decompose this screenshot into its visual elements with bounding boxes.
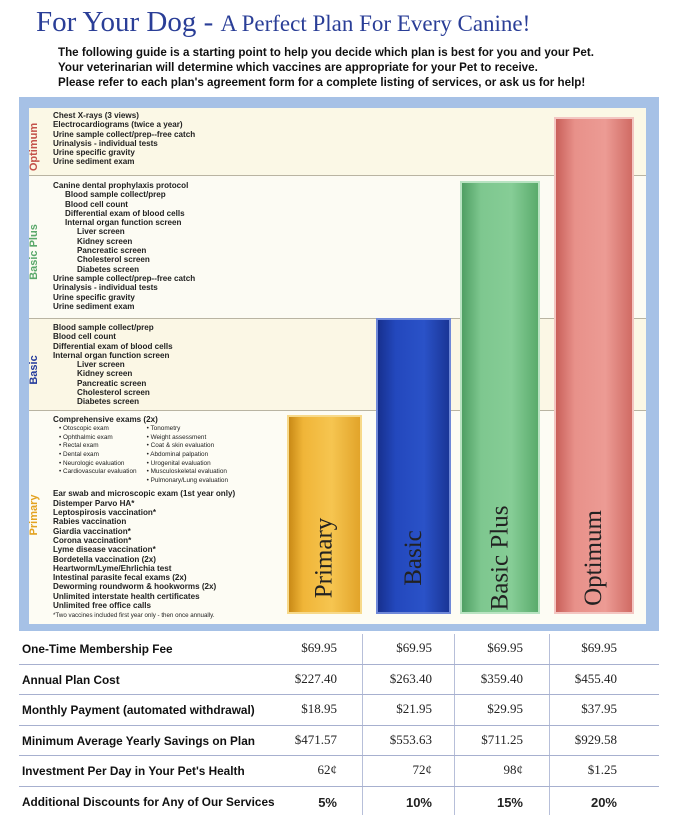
table-row [19,695,659,726]
list-item: Pancreatic screen [77,246,147,256]
list-item: Blood cell count [53,332,116,342]
list-item: Internal organ function screen [65,218,182,228]
row-label: Annual Plan Cost [22,672,120,687]
list-item: • Musculoskeletal evaluation [146,468,227,476]
list-item: Blood sample collect/prep [65,190,166,200]
primary-services [53,415,235,621]
title-main: For Your Dog - [36,6,214,38]
footnote: *Two vaccines included first year only - then once annually. [53,612,215,620]
cell-primary: 5% [318,794,337,810]
cell-primary: $69.95 [301,640,337,655]
cell-optimum: $455.40 [574,670,617,686]
list-item: Heartworm/Lyme/Ehrlichia test [53,563,172,573]
list-item: Cholesterol screen [77,388,150,398]
exam-column-left [59,425,137,485]
list-item: Liver screen [77,227,125,237]
bar-basic [376,318,451,614]
cell-primary: 62¢ [317,762,337,777]
list-item: Urine sample collect/prep--free catch [53,273,196,283]
cell-optimum: 20% [590,794,617,810]
list-item: Urine specific gravity [53,292,135,302]
list-item: Canine dental prophylaxis protocol [53,181,189,190]
optimum-services [53,111,195,167]
intro-line: Your veterinarian will determine which vaccines are appropriate for your Pet to receive. [58,61,538,74]
list-item: Differential exam of blood cells [65,208,185,218]
row-label: Additional Discounts for Any of Our Services [22,794,275,809]
bar-label: Optimum [580,510,607,606]
list-item: Deworming roundworm & hookworms (2x) [53,582,217,592]
list-item: • Neurologic evaluation [59,459,125,467]
table-row [19,726,659,757]
table-row [19,787,659,815]
list-item: • Urogenital evaluation [146,459,211,467]
intro-line: Please refer to each plan's agreement form for a complete listing of services, or ask us for help! [58,76,586,89]
list-item: Urinalysis - individual tests [53,138,158,148]
bar-primary [287,415,362,614]
cell-basic-plus: $69.95 [487,640,523,655]
cell-optimum: $37.95 [581,701,617,716]
list-item: Corona vaccination* [53,535,132,545]
list-item: Urine sediment exam [53,157,135,167]
list-item: • Otoscopic exam [59,425,109,433]
plan-comparison-chart [19,97,659,631]
list-item: Rabies vaccination [53,517,127,527]
cell-basic: $69.95 [396,640,432,655]
list-item: Urine sample collect/prep--free catch [53,129,196,139]
list-item: Lyme disease vaccination* [53,545,156,555]
basic-plus-services [53,181,195,311]
list-item: Giardia vaccination* [53,526,131,536]
list-item: • Pulmonary/Lung evaluation [146,476,229,484]
title-subtitle: A Perfect Plan For Every Canine! [220,11,531,36]
cell-basic-plus: 15% [496,794,523,810]
list-item: • Coat & skin evaluation [146,442,215,450]
bar-label: Basic Plus [486,505,513,611]
row-label: Monthly Payment (automated withdrawal) [22,703,255,717]
cell-basic-plus: $29.95 [487,701,523,716]
cell-basic-plus: $359.40 [480,670,523,686]
bar-label: Primary [310,517,338,599]
primary-section: Primary Comprehensive exams (2x) • Otoscopic exam • Ophthalmic exam • Rectal exam • Dental exam • Neurologic evaluation • Cardiovascular evaluation • Tonometry • Weight assessment • Coat & skin evaluation • Abdominal palpation • Urogenital evaluation • Musculoskeletal evaluation • Pulmonary/Lung evaluation Ear swab and microscopic exam (1st year only) Distemper Parvo HA* Leptospirosis vaccination* Rabies vaccination Giardia vaccination* Corona vaccination* Lyme disease vaccination* Bordetella vaccination (2x) Heartworm/Lyme/Ehrlichia test Intestinal parasite fecal exams (2x) Deworming roundworm & hookworms (2x) Unlimited interstate health certificates Unlimited free office calls *Two vaccines included first year only - then once annually. [29,410,646,624]
exam-column-right [147,425,228,485]
cell-basic: $263.40 [389,670,432,686]
list-item: Intestinal parasite fecal exams (2x) [53,573,187,583]
list-item: Blood cell count [65,199,128,209]
list-item: Cholesterol screen [77,255,150,265]
list-item: Urinalysis - individual tests [53,283,158,293]
page-title [36,6,530,39]
table-row [19,756,659,787]
list-item: Chest X-rays (3 views) [53,111,139,120]
table-row [19,634,659,665]
cell-basic-plus: $711.25 [481,731,523,747]
basic-services [53,323,173,407]
basic-plus-section: Basic Plus Canine dental prophylaxis protocol Blood sample collect/prep Blood cell count Differential exam of blood cells Internal organ function screen Liver screen Kidney screen Pancreatic screen Cholesterol screen Diabetes screen Urine sample collect/prep--free catch Urinalysis - individual tests Urine specific gravity Urine sediment exam [29,175,646,318]
list-item: Leptospirosis vaccination* [53,508,156,518]
list-item: Unlimited free office calls [53,601,152,611]
list-item: Urine sediment exam [53,301,135,311]
exam-title: Comprehensive exams (2x) [53,415,158,424]
list-item: Blood sample collect/prep [53,323,154,332]
list-item: Kidney screen [77,236,133,246]
cell-basic: $21.95 [396,701,432,716]
cell-primary: $471.57 [294,731,337,747]
list-item: • Cardiovascular evaluation [59,468,137,476]
bar-label: Basic [399,530,427,586]
cell-primary: $18.95 [301,701,337,716]
row-label: One-Time Membership Fee [22,642,173,656]
table-row [19,665,659,696]
basic-section: Basic Blood sample collect/prep Blood cell count Differential exam of blood cells Internal organ function screen Liver screen Kidney screen Pancreatic screen Cholesterol screen Diabetes screen [29,318,646,410]
intro-line: The following guide is a starting point to help you decide which plan is best for you and your Pet. [58,46,594,59]
list-item: Diabetes screen [77,397,140,407]
cell-basic: $553.63 [389,731,432,747]
list-item: • Abdominal palpation [146,451,209,459]
list-item: Electrocardiograms (twice a year) [53,120,183,130]
intro-text [58,45,594,90]
list-item: Ear swab and microscopic exam (1st year only) [53,489,236,499]
list-item: Kidney screen [77,369,133,379]
list-item: Diabetes screen [77,264,140,274]
list-item: Differential exam of blood cells [53,341,173,351]
list-item: • Ophthalmic exam [59,433,113,441]
list-item: Liver screen [77,360,125,370]
cell-basic-plus: 98¢ [503,762,523,777]
list-item: • Weight assessment [146,433,207,441]
list-item: Pancreatic screen [77,378,147,388]
exam-list [53,425,235,485]
list-item: • Tonometry [146,425,181,433]
cell-optimum: $1.25 [587,762,617,777]
bar-optimum [554,117,634,614]
list-item: Bordetella vaccination (2x) [53,554,157,564]
optimum-section: Optimum Chest X-rays (3 views) Electrocardiograms (twice a year) Urine sample collect/prep--free catch Urinalysis - individual tests Urine specific gravity Urine sediment exam [29,108,646,175]
cell-basic: 10% [405,794,432,810]
cell-primary: $227.40 [294,670,337,686]
cell-optimum: $929.58 [574,731,617,747]
chart-inner [29,108,646,624]
bar-basic-plus [460,181,540,614]
row-label: Investment Per Day in Your Pet's Health [22,764,245,778]
cell-optimum: $69.95 [581,640,617,655]
list-item: Urine specific gravity [53,148,135,158]
cell-basic: 72¢ [412,762,432,777]
list-item: Distemper Parvo HA* [53,498,135,508]
pricing-table [19,634,659,815]
list-item: • Rectal exam [59,442,99,450]
list-item: • Dental exam [59,451,99,459]
list-item: Internal organ function screen [53,350,170,360]
row-label: Minimum Average Yearly Savings on Plan [22,733,255,748]
list-item: Unlimited interstate health certificates [53,591,200,601]
